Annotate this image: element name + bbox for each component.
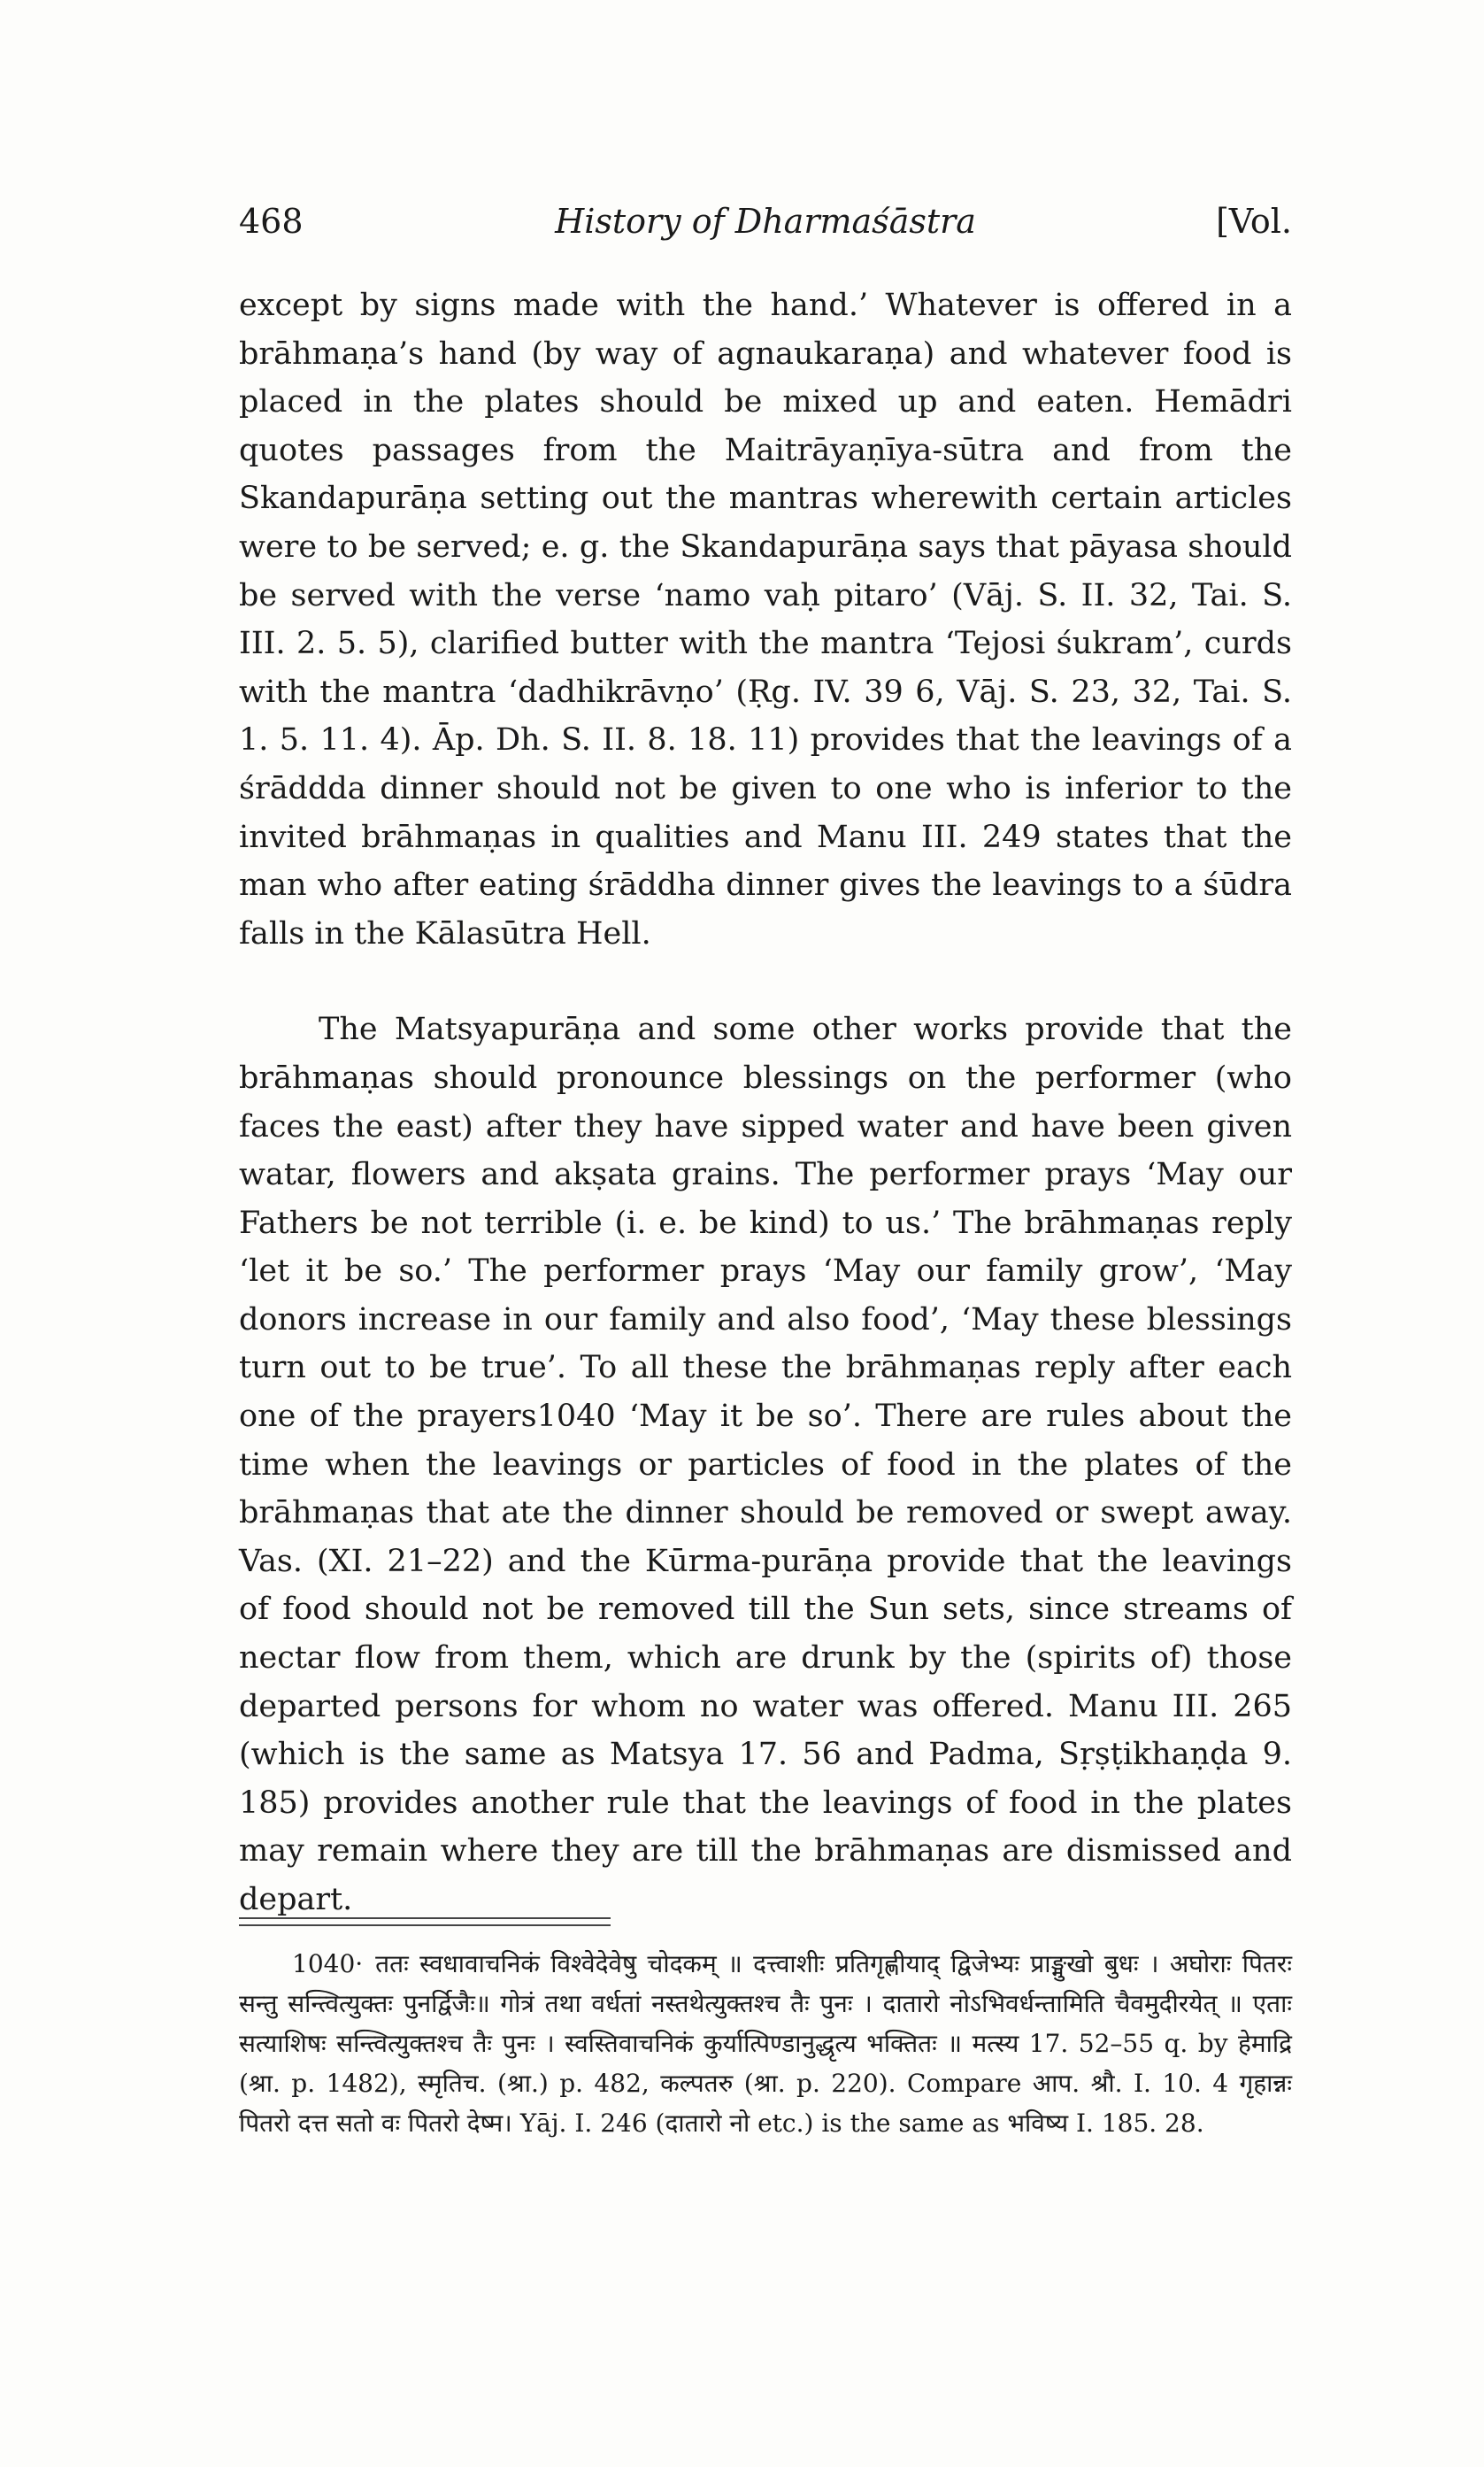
page-number: 468 — [239, 202, 304, 241]
footnote-number: 1040· — [292, 1949, 364, 1978]
volume-label: [Vol. — [1216, 202, 1292, 241]
paragraph: The Matsyapurāṇa and some other works provide that the brāhmaṇas should pronounce blessings on the performer (who faces the east) after they have sipped water and have been given watar, flowers and akṣata grains. The performer prays ‘May our Fathers be not terrible (i. e. be kind) to us.’ The brāhmaṇas reply ‘let it be so.’ The performer prays ‘May our family grow’, ‘May donors increase in our family and also food’, ‘May these blessings turn out to be true’. To all these the brāhmaṇas reply after each one of the prayers1040 ‘May it be so’. There are rules about the time when the leavings or particles of food in the plates of the brāhmaṇas that ate the dinner should be removed or swept away. Vas. (XI. 21–22) and the Kūrma-purāṇa provide that the leavings of food should not be removed till the Sun sets, since streams of nectar flow from them, which are drunk by the (spirits of) those departed persons for whom no water was offered. Manu III. 265 (which is the same as Matsya 17. 56 and Padma, Sṛṣṭikhaṇḍa 9. 185) provides another rule that the leavings of food in the plates may remain where they are till the brāhmaṇas are dismissed and depart. — [239, 1012, 1292, 1917]
body-text — [239, 281, 1292, 1924]
footnote-divider — [239, 1917, 611, 1926]
page-header — [239, 202, 1292, 246]
footnote — [239, 1944, 1292, 2143]
running-title: History of Dharmaśāstra — [555, 202, 976, 241]
paragraph: except by signs made with the hand.’ Whatever is offered in a brāhmaṇa’s hand (by way of agnaukaraṇa) and whatever food is placed in the plates should be mixed up and eaten. Hemādri quotes passages from the Maitrāyaṇīya-sūtra and from the Skandapurāṇa setting out the mantras wherewith certain articles were to be served; e. g. the Skandapurāṇa says that pāyasa should be served with the verse ‘namo vaḥ pitaro’ (Vāj. S. II. 32, Tai. S. III. 2. 5. 5), clarified butter with the mantra ‘Tejosi śukram’, curds with the mantra ‘dadhikrāvṇo’ (Ṛg. IV. 39 6, Vāj. S. 23, 32, Tai. S. 1. 5. 11. 4). Āp. Dh. S. II. 8. 18. 11) provides that the leavings of a śrāddda dinner should not be given to one who is inferior to the invited brāhmaṇas in qualities and Manu III. 249 states that the man who after eating śrāddha dinner gives the leavings to a śūdra falls in the Kālasūtra Hell. — [239, 288, 1292, 952]
footnote-text: ततः स्वधावाचनिकं विश्वेदेवेषु चोदकम् ॥ दत्त्वाशीः प्रतिगृह्णीयाद् द्विजेभ्यः प्राङ्मुखो बुधः । अघोराः पितरः सन्तु सन्त्वित्युक्तः पुनर्द्विजैः॥ गोत्रं तथा वर्धतां नस्तथेत्युक्तश्च तैः पुनः । दातारो नोऽभिवर्धन्तामिति चैवमुदीरयेत् ॥ एताः सत्याशिषः सन्त्वित्युक्तश्च तैः पुनः । स्वस्तिवाचनिकं कुर्यात्पिण्डानुद्धृत्य भक्तितः ॥ मत्स्य 17. 52–55 q. by हेमाद्रि (श्रा. p. 1482), स्मृतिच. (श्रा.) p. 482, कल्पतरु (श्रा. p. 220). Compare आप. श्रौ. I. 10. 4 गृहान्नः पितरो दत्त सतो वः पितरो देष्म। Yāj. I. 246 (दातारो नो etc.) is the same as भविष्य I. 185. 28. — [239, 1949, 1292, 2138]
